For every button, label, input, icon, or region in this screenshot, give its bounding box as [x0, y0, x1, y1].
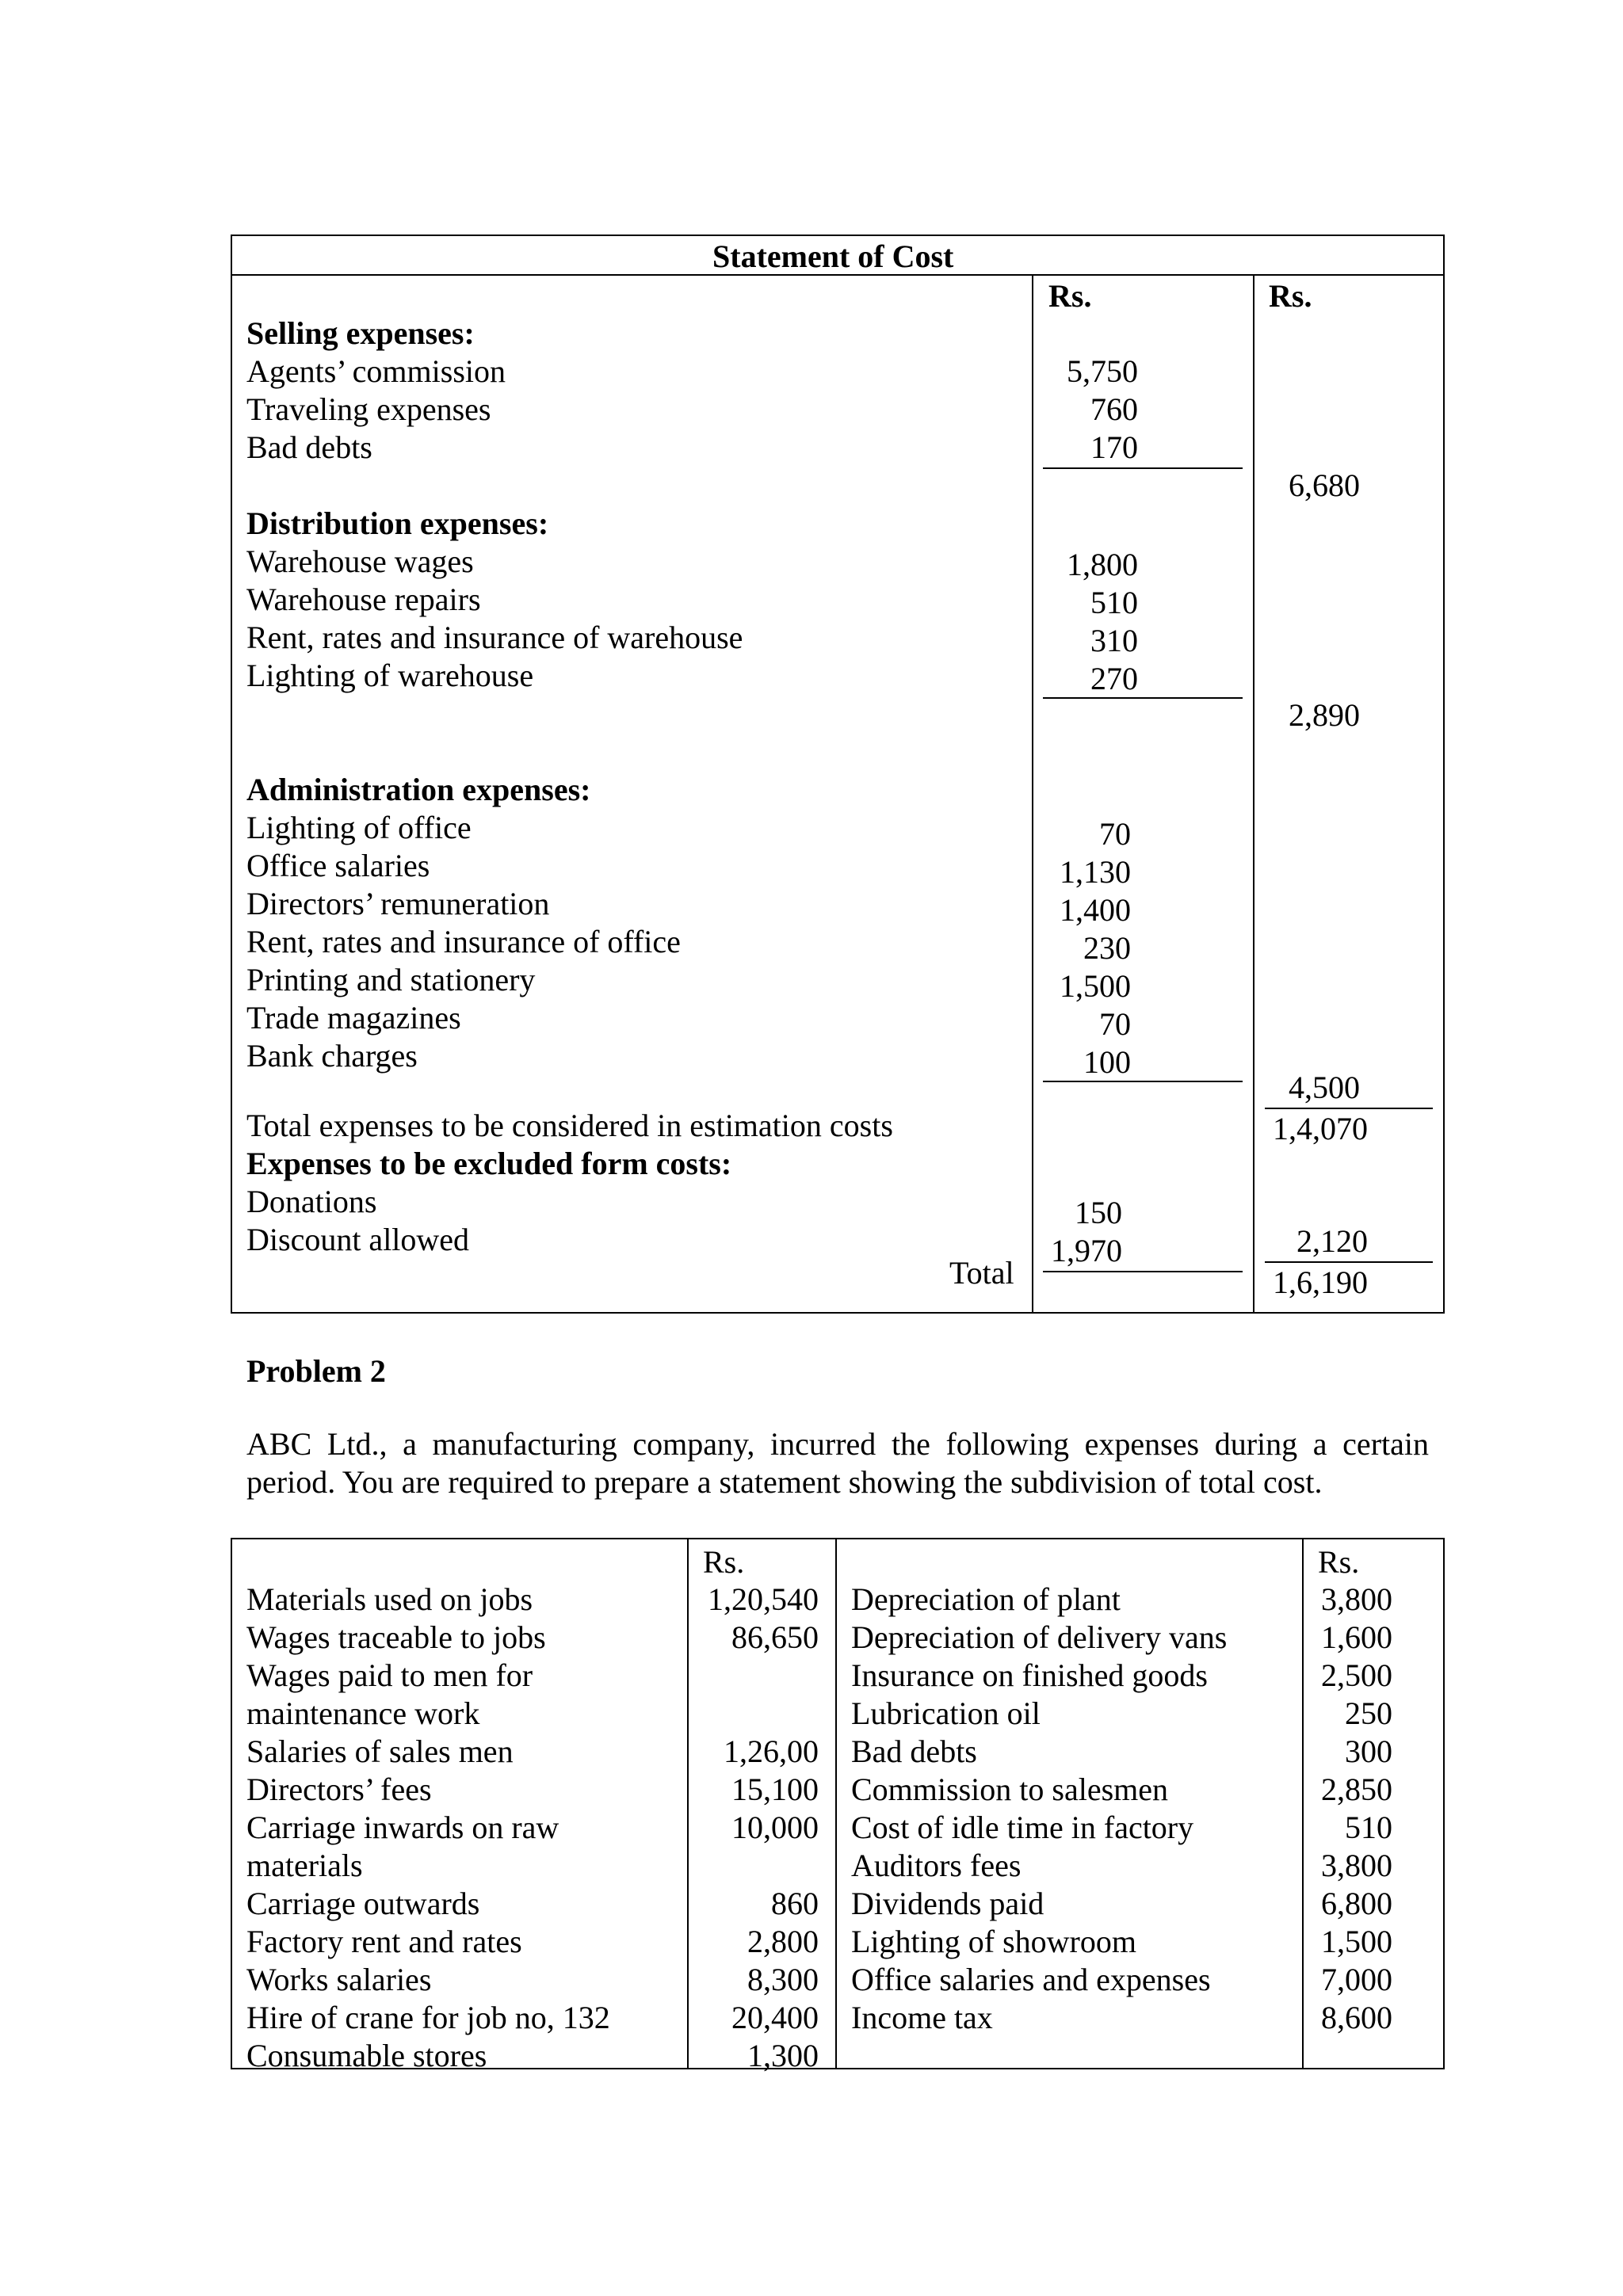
administration-label: Bank charges	[246, 1038, 418, 1074]
right-expense-label: Lighting of showroom	[851, 1924, 1136, 1959]
left-expense-label: Materials used on jobs	[246, 1581, 533, 1617]
administration-amount: 230	[1083, 930, 1131, 966]
selling-heading: Selling expenses:	[246, 315, 475, 351]
excluded-label: Discount allowed	[246, 1222, 470, 1257]
left-expense-amount: 15,100	[731, 1772, 819, 1807]
selling-label: Traveling expenses	[246, 391, 491, 427]
excluded-label: Donations	[246, 1184, 377, 1219]
administration-amount: 1,500	[1060, 968, 1131, 1004]
right-expense-label: Auditors fees	[851, 1848, 1022, 1883]
administration-label: Directors’ remuneration	[246, 886, 550, 921]
distribution-amount: 310	[1090, 623, 1138, 658]
grand-total-rule	[1265, 1261, 1433, 1263]
table-title-divider	[231, 274, 1445, 276]
col1-divider	[1032, 274, 1033, 1314]
right-expense-label: Bad debts	[851, 1733, 977, 1769]
col2-divider	[1253, 274, 1254, 1314]
table-border-bottom	[231, 1312, 1445, 1314]
left-expense-label: Carriage outwards	[246, 1886, 480, 1921]
administration-amount: 1,130	[1060, 854, 1131, 890]
right-expense-label: Lubrication oil	[851, 1695, 1041, 1731]
problem-text: ABC Ltd., a manufacturing company, incurred the following expenses during a certain period. You are required to prepare a statement showing the subdivision of total cost.	[246, 1426, 1429, 1500]
selling-label: Bad debts	[246, 429, 372, 465]
right-expense-label: Income tax	[851, 2000, 993, 2035]
left-expense-label: Works salaries	[246, 1962, 432, 1997]
left-expense-label: Consumable stores	[246, 2038, 487, 2073]
expenses-border-left	[231, 1538, 232, 2069]
right-expense-amount: 8,600	[1321, 2000, 1392, 2035]
administration-total: 4,500	[1289, 1070, 1360, 1105]
distribution-amount: 1,800	[1067, 547, 1138, 582]
statement-title: Statement of Cost	[712, 238, 954, 274]
right-expense-label: Office salaries and expenses	[851, 1962, 1211, 1997]
right-expense-amount: 250	[1345, 1695, 1392, 1731]
administration-amount: 100	[1083, 1044, 1131, 1080]
right-expense-amount: 3,800	[1321, 1581, 1392, 1617]
selling-amount: 170	[1090, 429, 1138, 465]
right-expense-amount: 1,500	[1321, 1924, 1392, 1959]
administration-subtotal-rule	[1043, 1081, 1243, 1082]
distribution-label: Lighting of warehouse	[246, 658, 534, 693]
right-expense-label: Commission to salesmen	[851, 1772, 1168, 1807]
table-border-right	[1443, 235, 1445, 1314]
left-expense-label: Directors’ fees	[246, 1772, 432, 1807]
total-considered-label: Total expenses to be considered in estimation costs	[246, 1108, 893, 1143]
selling-total: 6,680	[1289, 467, 1360, 503]
left-expense-amount: 1,26,00	[724, 1733, 819, 1769]
left-expense-amount: 20,400	[731, 2000, 819, 2035]
left-expense-label: materials	[246, 1848, 363, 1883]
expenses-col-divider-2	[835, 1538, 837, 2069]
right-expense-label: Depreciation of delivery vans	[851, 1619, 1228, 1655]
right-expense-amount: 7,000	[1321, 1962, 1392, 1997]
administration-amount: 70	[1099, 816, 1131, 852]
right-expense-amount: 3,800	[1321, 1848, 1392, 1883]
right-expense-label: Depreciation of plant	[851, 1581, 1121, 1617]
right-expense-amount: 6,800	[1321, 1886, 1392, 1921]
total-considered-amount: 1,4,070	[1273, 1111, 1368, 1146]
expenses-left-header: Rs.	[703, 1544, 745, 1580]
distribution-total: 2,890	[1289, 697, 1360, 733]
left-expense-label: maintenance work	[246, 1695, 480, 1731]
excluded-subtotal-rule	[1043, 1271, 1243, 1272]
right-expense-label: Cost of idle time in factory	[851, 1810, 1194, 1845]
distribution-heading: Distribution expenses:	[246, 505, 549, 541]
expenses-border-top	[231, 1538, 1445, 1539]
administration-label: Trade magazines	[246, 1000, 461, 1035]
excluded-amount: 150	[1075, 1195, 1122, 1230]
right-expense-amount: 2,500	[1321, 1657, 1392, 1693]
left-expense-amount: 2,800	[747, 1924, 819, 1959]
right-expense-amount: 1,600	[1321, 1619, 1392, 1655]
administration-label: Office salaries	[246, 848, 430, 883]
selling-amount: 5,750	[1067, 353, 1138, 389]
expenses-border-right	[1443, 1538, 1445, 2069]
left-expense-amount: 8,300	[747, 1962, 819, 1997]
left-expense-label: Hire of crane for job no, 132	[246, 2000, 610, 2035]
excluded-heading: Expenses to be excluded form costs:	[246, 1146, 732, 1181]
left-expense-amount: 86,650	[731, 1619, 819, 1655]
administration-heading: Administration expenses:	[246, 772, 591, 807]
right-expense-amount: 300	[1345, 1733, 1392, 1769]
distribution-label: Warehouse wages	[246, 543, 474, 579]
excluded-total: 2,120	[1296, 1223, 1368, 1259]
right-expense-amount: 510	[1345, 1810, 1392, 1845]
left-expense-label: Salaries of sales men	[246, 1733, 514, 1769]
administration-amount: 1,400	[1060, 892, 1131, 928]
left-expense-amount: 1,20,540	[708, 1581, 819, 1617]
administration-label: Lighting of office	[246, 810, 472, 845]
left-expense-label: Factory rent and rates	[246, 1924, 522, 1959]
distribution-subtotal-rule	[1043, 697, 1243, 699]
left-expense-label: Carriage inwards on raw	[246, 1810, 559, 1845]
administration-label: Printing and stationery	[246, 962, 536, 997]
distribution-amount: 510	[1090, 585, 1138, 620]
considered-total-rule	[1265, 1108, 1433, 1109]
table-border-top	[231, 235, 1445, 236]
selling-amount: 760	[1090, 391, 1138, 427]
distribution-label: Rent, rates and insurance of warehouse	[246, 620, 743, 655]
distribution-label: Warehouse repairs	[246, 582, 481, 617]
col1-header: Rs.	[1048, 278, 1092, 314]
left-expense-label: Wages paid to men for	[246, 1657, 533, 1693]
table-border-left	[231, 235, 232, 1314]
expenses-right-header: Rs.	[1318, 1544, 1360, 1580]
total-label: Total	[949, 1255, 1014, 1291]
right-expense-label: Dividends paid	[851, 1886, 1044, 1921]
distribution-amount: 270	[1090, 661, 1138, 696]
right-expense-amount: 2,850	[1321, 1772, 1392, 1807]
grand-total: 1,6,190	[1273, 1264, 1368, 1300]
selling-subtotal-rule	[1043, 467, 1243, 469]
excluded-amount: 1,970	[1051, 1233, 1122, 1268]
left-expense-amount: 10,000	[731, 1810, 819, 1845]
col2-header: Rs.	[1269, 278, 1312, 314]
administration-label: Rent, rates and insurance of office	[246, 924, 681, 959]
left-expense-label: Wages traceable to jobs	[246, 1619, 546, 1655]
left-expense-amount: 860	[771, 1886, 819, 1921]
administration-amount: 70	[1099, 1006, 1131, 1042]
problem-heading: Problem 2	[246, 1353, 386, 1389]
selling-label: Agents’ commission	[246, 353, 506, 389]
left-expense-amount: 1,300	[747, 2038, 819, 2073]
right-expense-label: Insurance on finished goods	[851, 1657, 1208, 1693]
